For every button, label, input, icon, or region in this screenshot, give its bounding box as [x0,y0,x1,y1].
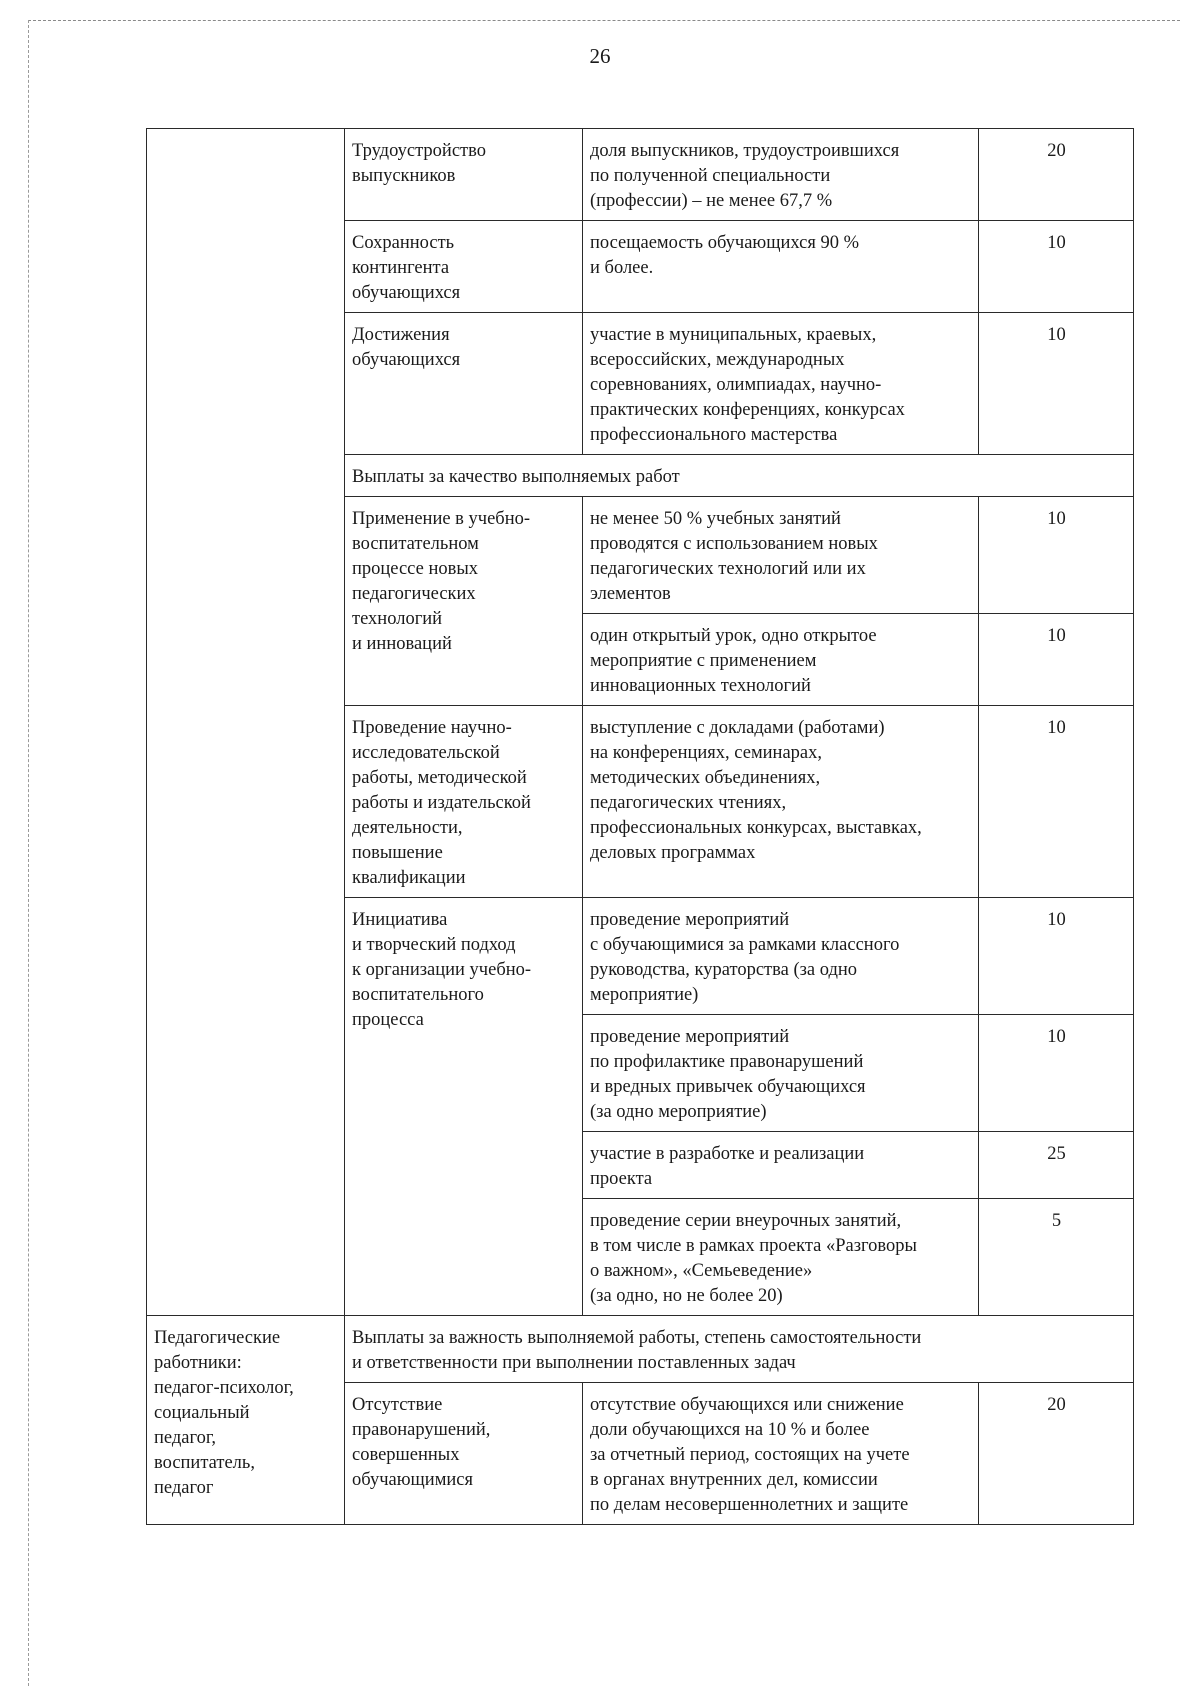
points-cell: 25 [979,1132,1134,1199]
points-cell: 10 [979,706,1134,898]
payments-table [146,128,1134,1525]
points-cell: 10 [979,497,1134,614]
indicator-cell: не менее 50 % учебных занятий проводятся с использованием новых педагогических технологий или их элементов [583,497,979,614]
indicator-cell: отсутствие обучающихся или снижение доли обучающихся на 10 % и более за отчетный период, состоящих на учете в органах внутренних дел, комиссии по делам несовершеннолетних и защите [583,1383,979,1525]
role-cell: Педагогические работники: педагог-психолог, социальный педагог, воспитатель, педагог [147,1316,345,1525]
criterion-cell: Отсутствие правонарушений, совершенных обучающимися [345,1383,583,1525]
table-row [147,129,1134,221]
points-cell: 20 [979,1383,1134,1525]
section-header-row [147,1316,1134,1383]
indicator-cell: выступление с докладами (работами) на конференциях, семинарах, методических объединениях, педагогических чтениях, профессиональных конкурсах, выставках, деловых программах [583,706,979,898]
criterion-cell: Трудоустройство выпускников [345,129,583,221]
indicator-cell: посещаемость обучающихся 90 % и более. [583,221,979,313]
points-cell: 10 [979,1015,1134,1132]
indicator-cell: доля выпускников, трудоустроившихся по полученной специальности (профессии) – не менее 67,7 % [583,129,979,221]
criterion-cell: Сохранность контингента обучающихся [345,221,583,313]
scan-edge-top [28,20,1180,21]
points-cell: 5 [979,1199,1134,1316]
points-cell: 10 [979,221,1134,313]
section-title: Выплаты за важность выполняемой работы, степень самостоятельности и ответственности при выполнении поставленных задач [345,1316,1134,1383]
indicator-cell: участие в разработке и реализации проекта [583,1132,979,1199]
indicator-cell: проведение мероприятий по профилактике правонарушений и вредных привычек обучающихся (за одно мероприятие) [583,1015,979,1132]
indicator-cell: проведение серии внеурочных занятий, в том числе в рамках проекта «Разговоры о важном», «Семьеведение» (за одно, но не более 20) [583,1199,979,1316]
criterion-cell: Достижения обучающихся [345,313,583,455]
criterion-cell: Проведение научно- исследовательской работы, методической работы и издательской деятельности, повышение квалификации [345,706,583,898]
points-cell: 10 [979,313,1134,455]
scan-edge-left [28,20,29,1686]
criterion-cell: Инициатива и творческий подход к организации учебно- воспитательного процесса [345,898,583,1316]
role-cell-empty [147,129,345,1316]
criterion-cell: Применение в учебно- воспитательном процессе новых педагогических технологий и инноваций [345,497,583,706]
points-cell: 10 [979,898,1134,1015]
indicator-cell: один открытый урок, одно открытое мероприятие с применением инновационных технологий [583,614,979,706]
points-cell: 20 [979,129,1134,221]
indicator-cell: участие в муниципальных, краевых, всероссийских, международных соревнованиях, олимпиадах, научно- практических конференциях, конкурсах профессионального мастерства [583,313,979,455]
page-number: 26 [589,44,611,68]
indicator-cell: проведение мероприятий с обучающимися за рамками классного руководства, кураторства (за одно мероприятие) [583,898,979,1015]
payments-table-body [147,129,1134,1525]
section-title: Выплаты за качество выполняемых работ [345,455,1134,497]
points-cell: 10 [979,614,1134,706]
